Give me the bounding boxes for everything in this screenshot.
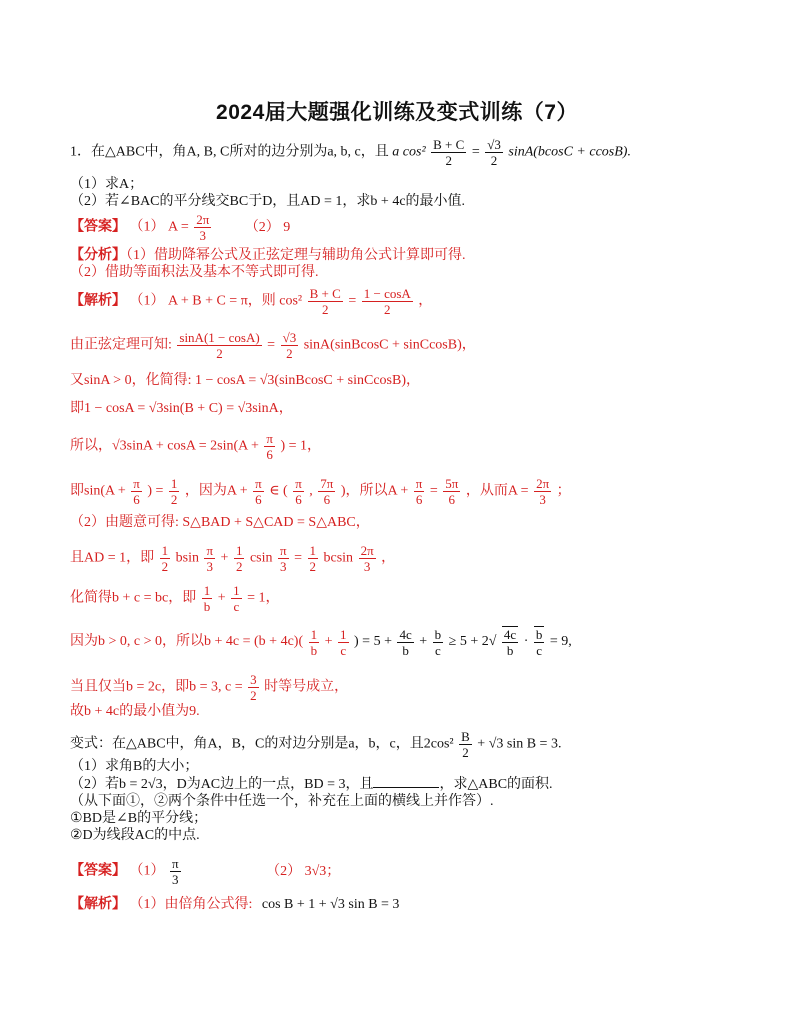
frac-5pi-6 — [443, 476, 460, 507]
analysis-text: （1）借助降幂公式及正弦定理与辅助角公式计算即可得. — [126, 248, 466, 263]
step-fraction — [177, 330, 261, 361]
solution-step-12: 故b + 4c的最小值为9. — [70, 704, 200, 719]
frac-den: 2 — [170, 492, 178, 507]
frac-den: c — [233, 599, 240, 614]
frac-den: 6 — [415, 492, 423, 507]
frac-den: 3 — [280, 559, 287, 574]
solution-step-1 — [70, 286, 432, 317]
step-tail: sinA(sinBcosC + sinCcosB)， — [303, 337, 476, 353]
question-1-part-2: （2）若∠BAC的平分线交BC于D，且AD = 1，求b + 4c的最小值. — [70, 194, 466, 209]
frac-1-2 — [234, 543, 245, 574]
step-text: = 9, — [549, 634, 572, 650]
answer-tag: 【答案】 — [70, 219, 126, 235]
frac-num: 1 − cosA — [363, 286, 411, 301]
frac-den: 2 — [161, 559, 169, 574]
frac-den: 2 — [309, 559, 316, 574]
frac-num: √3 — [487, 137, 501, 152]
solution-step-10 — [70, 626, 572, 658]
stem-text: 变式：在△ABC中，角A，B，C的对边分别是a，b，c，且2cos² — [70, 736, 454, 752]
solution-step-3: 又sinA > 0，化简得: 1 − cosA = √3(sinBcosC + sinCcosB)， — [70, 373, 421, 388]
frac-den: 2 — [235, 559, 243, 574]
step-text: 化简得b + c = bc，即 — [70, 590, 197, 606]
part-text: （2）若b = 2√3，D为AC边上的一点，BD = 3，且 — [70, 777, 374, 792]
frac-num: π — [280, 543, 287, 558]
frac-num: 4c — [399, 626, 412, 642]
step-text: （1） A + B + C = π，则 cos² — [129, 293, 303, 309]
frac-pi-6 — [253, 476, 264, 507]
stem-text: 1．在△ABC中，角A, B, C所对的边分别为a, b, c，且 — [70, 144, 389, 160]
answer-line — [70, 212, 290, 243]
variant-condition-1: ①BD是∠B的平分线； — [70, 811, 208, 826]
analysis-line-2: （2）借助等面积法及基本不等式即可得. — [70, 265, 319, 280]
frac-pi-3 — [204, 543, 215, 574]
solution-step-4: 即1 − cosA = √3sin(B + C) = √3sinA， — [70, 401, 293, 416]
frac-2pi-3 — [534, 476, 551, 507]
frac-num: b — [434, 626, 442, 642]
solution-step-6 — [70, 476, 571, 507]
frac-pi-6 — [293, 476, 304, 507]
step-text: 由正弦定理可知: — [70, 337, 172, 353]
step-text: 即sin(A + — [70, 483, 126, 499]
stem-fraction — [459, 729, 472, 760]
frac-4c-b — [397, 627, 413, 658]
solution-text: （1）由倍角公式得: — [129, 897, 253, 912]
step-eq: = — [348, 293, 357, 309]
frac-num: 1 — [233, 583, 240, 598]
frac-num: 3 — [250, 672, 257, 687]
frac-den: 2 — [250, 688, 257, 703]
frac-den: 2 — [216, 346, 223, 361]
solution-step-8 — [70, 543, 395, 574]
solution-tag: 【解析】 — [70, 897, 126, 912]
frac-num: 1 — [203, 583, 211, 598]
step-tail: ， — [418, 293, 433, 309]
answer-1: （1） A = — [129, 219, 189, 235]
step-text: ； — [556, 483, 571, 499]
solution-step-11 — [70, 672, 348, 703]
frac-pi-6 — [131, 476, 142, 507]
frac-den: 3 — [363, 559, 371, 574]
variant-condition-2: ②D为线段AC的中点. — [70, 828, 200, 843]
frac-1-2 — [308, 543, 319, 574]
solution-step-9 — [70, 583, 280, 614]
frac-2pi-3 — [359, 543, 376, 574]
step-text: bcsin — [323, 550, 354, 566]
variant-answer — [70, 856, 340, 887]
solution-step-5 — [70, 431, 321, 462]
step-text: 当且仅当b = 2c，即b = 3, c = — [70, 679, 243, 695]
frac-pi-3 — [278, 543, 289, 574]
fill-blank — [373, 775, 439, 788]
frac-7pi-6 — [318, 476, 335, 507]
frac-1-b — [202, 583, 213, 614]
frac-num: π — [255, 476, 262, 491]
answer-tag: 【答案】 — [70, 863, 126, 879]
variant-part-2 — [70, 775, 553, 794]
frac-num: π — [206, 543, 214, 558]
step-text: )，所以A + — [340, 483, 409, 499]
step-fraction — [264, 431, 275, 462]
step-fraction-2 — [362, 286, 413, 317]
frac-den: 2 — [286, 346, 293, 361]
frac-den: c — [536, 643, 543, 658]
part-text: ，求△ABC的面积. — [439, 777, 553, 792]
frac-den: b — [402, 642, 409, 658]
frac-den: 2 — [462, 745, 469, 760]
frac-den: 6 — [266, 447, 273, 462]
step-text: ∈ ( — [269, 483, 288, 499]
frac-num: √3 — [282, 330, 297, 345]
frac-4c-b — [502, 626, 518, 658]
question-1-part-1: （1）求A； — [70, 177, 144, 192]
frac-den: b — [310, 642, 318, 658]
answer-1: （1） — [129, 863, 165, 879]
frac-den: 2 — [321, 302, 329, 317]
frac-den: 3 — [199, 228, 207, 243]
frac-den: 2 — [445, 153, 452, 168]
frac-num: 1 — [309, 543, 316, 558]
frac-num: 4c — [503, 627, 517, 642]
step-text: ) = — [147, 483, 164, 499]
frac-1-c — [338, 627, 349, 658]
step-text: = — [429, 483, 438, 499]
variant-instruction: （从下面①，②两个条件中任选一个，补充在上面的横线上并作答）. — [70, 794, 494, 809]
step-text: 时等号成立， — [264, 679, 349, 695]
step-eq: = — [267, 337, 276, 353]
step-text: ， — [381, 550, 396, 566]
frac-num: 1 — [235, 543, 243, 558]
answer-fraction — [194, 212, 211, 243]
frac-den: 3 — [206, 559, 213, 574]
frac-num: π — [295, 476, 302, 491]
solution-equation: cos B + 1 + √3 sin B = 3 — [261, 897, 400, 912]
frac-den: 3 — [172, 872, 179, 887]
frac-den: 6 — [133, 492, 140, 507]
frac-num: B — [461, 729, 470, 744]
frac-den: 2 — [384, 302, 391, 317]
frac-1-c — [231, 583, 242, 614]
step-text: ，从而A = — [465, 483, 529, 499]
frac-num: 1 — [340, 626, 347, 642]
step-text: bsin — [175, 550, 199, 566]
frac-den: c — [340, 642, 347, 658]
answer-fraction — [170, 856, 181, 887]
frac-num: 1 — [170, 476, 178, 491]
stem-fraction — [431, 137, 466, 168]
step-text: + — [217, 590, 226, 606]
frac-den: 6 — [448, 492, 456, 507]
step-text: + — [324, 634, 333, 650]
answer-2: （2） 9 — [244, 219, 291, 235]
variant-solution — [70, 896, 399, 914]
frac-den: 6 — [323, 492, 331, 507]
frac-num: π — [415, 476, 423, 491]
frac-b-c — [433, 627, 444, 658]
frac-num: 5π — [445, 476, 459, 491]
frac-num: 1 — [161, 543, 169, 558]
variant-part-1: （1）求角B的大小； — [70, 759, 199, 774]
step-text: + — [419, 634, 428, 650]
frac-b-c — [534, 626, 545, 658]
step-text: 所以，√3sinA + cosA = 2sin(A + — [70, 438, 259, 454]
step-fraction-2 — [281, 330, 299, 361]
frac-den: b — [506, 643, 514, 658]
frac-num: π — [133, 476, 140, 491]
frac-den: 6 — [295, 492, 302, 507]
variant-stem — [70, 729, 561, 760]
step-text: 因为b > 0, c > 0，所以b + 4c = (b + 4c)( — [70, 634, 304, 650]
solution-tag: 【解析】 — [70, 293, 126, 309]
frac-num: b — [535, 627, 543, 642]
frac-pi-6 — [414, 476, 425, 507]
frac-num: π — [266, 431, 273, 446]
frac-num: 7π — [320, 476, 334, 491]
step-fraction — [308, 286, 343, 317]
frac-num: sinA(1 − cosA) — [179, 330, 260, 345]
step-text: ，因为A + — [184, 483, 248, 499]
step-text: 且AD = 1，即 — [70, 550, 155, 566]
frac-num: 2π — [536, 476, 550, 491]
stem-fraction-2 — [485, 137, 503, 168]
step-text: + — [220, 550, 229, 566]
step-text: , — [309, 483, 313, 499]
step-text: ≥ 5 + 2√ — [448, 634, 497, 650]
frac-den: c — [435, 642, 441, 658]
stem-tail: sinA(bcosC + ccosB). — [508, 144, 631, 160]
solution-step-2 — [70, 330, 476, 361]
frac-den: b — [203, 599, 211, 614]
analysis-tag: 【分析】 — [70, 248, 126, 263]
frac-num: π — [172, 856, 179, 871]
frac-den: 2 — [490, 153, 498, 168]
step-text: · — [523, 634, 529, 650]
stem-tail: + √3 sin B = 3. — [477, 736, 562, 752]
step-text: = — [294, 550, 302, 566]
frac-den: 3 — [539, 492, 546, 507]
question-1-stem — [70, 137, 631, 168]
analysis-line-1 — [70, 247, 466, 265]
frac-num: 1 — [310, 626, 318, 642]
frac-num: 2π — [196, 212, 210, 227]
frac-1-b — [309, 627, 320, 658]
frac-3-2 — [248, 672, 259, 703]
stem-eq: = — [471, 144, 480, 160]
step-tail: ) = 1， — [280, 438, 322, 454]
frac-den: 6 — [255, 492, 262, 507]
answer-2: （2） 3√3； — [266, 863, 341, 879]
stem-expr: a cos² — [392, 144, 426, 160]
frac-1-2 — [169, 476, 180, 507]
frac-num: B + C — [433, 137, 465, 152]
step-text: csin — [249, 550, 273, 566]
step-text: ) = 5 + — [354, 634, 392, 650]
frac-num: 2π — [360, 543, 374, 558]
step-text: = 1， — [247, 590, 280, 606]
solution-step-7: （2）由题意可得: S△BAD + S△CAD = S△ABC， — [70, 515, 370, 530]
frac-num: B + C — [309, 286, 341, 301]
frac-1-2 — [160, 543, 171, 574]
page-title: 2024届大题强化训练及变式训练（7） — [216, 101, 578, 124]
